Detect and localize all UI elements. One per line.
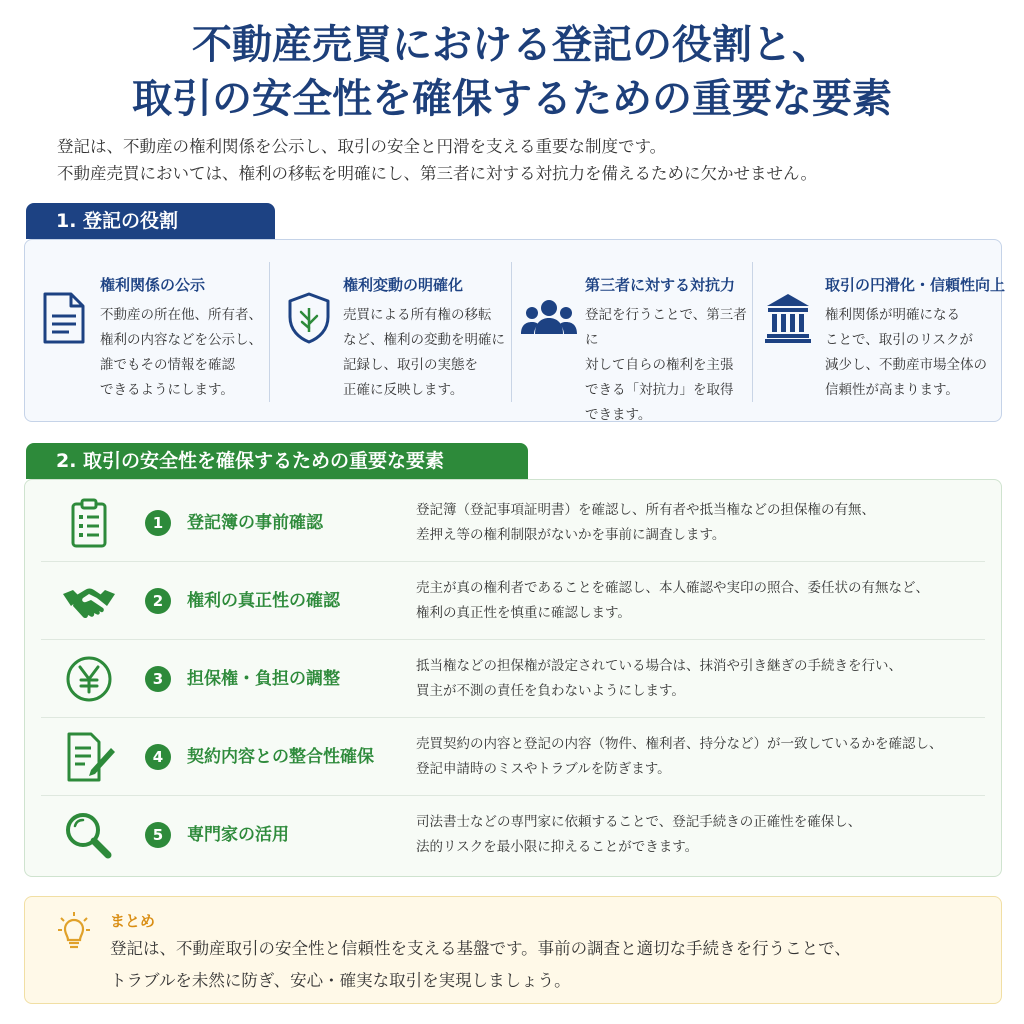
role-card-opposability — [512, 240, 752, 421]
summary-title: まとめ — [110, 912, 156, 930]
section2-panel — [24, 479, 1002, 877]
people-icon — [520, 290, 578, 346]
page-title-line2: 取引の安全性を確保するための重要な要素 — [132, 75, 892, 122]
step-desc: 司法書士などの専門家に依頼することで、登記手続きの正確性を確保し、 法的リスクを最小限に抑えることができます。 — [416, 814, 862, 855]
role-title: 権利関係の公示 — [100, 276, 206, 294]
role-title: 取引の円滑化・信頼性向上 — [825, 276, 1006, 294]
handshake-icon — [61, 576, 117, 626]
list-item — [41, 796, 985, 874]
step-desc: 売買契約の内容と登記の内容（物件、権利者、持分など）が一致しているかを確認し、 登記申請時のミスやトラブルを防ぎます。 — [416, 736, 943, 777]
list-item — [41, 484, 985, 562]
list-item — [41, 718, 985, 796]
step-number: 1 — [145, 510, 171, 536]
list-item — [41, 640, 985, 718]
summary-panel — [24, 896, 1002, 1004]
step-number: 2 — [145, 588, 171, 614]
section2-heading: 2. 取引の安全性を確保するための重要な要素 — [26, 443, 528, 479]
summary-text: 登記は、不動産取引の安全性と信頼性を支える基盤です。事前の調査と適切な手続きを行うことで、 トラブルを未然に防ぎ、安心・確実な取引を実現しましょう。 — [110, 939, 851, 990]
step-desc: 抵当権などの担保権が設定されている場合は、抹消や引き継ぎの手続きを行い、 買主が不測の責任を負わないようにします。 — [416, 658, 902, 699]
role-title: 第三者に対する対抗力 — [585, 276, 736, 294]
intro-line1: 登記は、不動産の権利関係を公示し、取引の安全と円滑を支える重要な制度です。 — [57, 137, 667, 156]
page-title — [0, 18, 1024, 126]
section1-heading: 1. 登記の役割 — [26, 203, 275, 239]
step-title: 権利の真正性の確認 — [187, 591, 340, 611]
bank-icon — [763, 290, 813, 346]
role-desc: 不動産の所在他、所有者、 権利の内容などを公示し、 誰でもその情報を確認 できるようにします。 — [100, 307, 262, 398]
step-title: 担保権・負担の調整 — [187, 669, 340, 689]
role-card-clarification — [270, 240, 511, 421]
lightbulb-icon — [57, 911, 91, 951]
page-title-line1: 不動産売買における登記の役割と、 — [192, 21, 832, 68]
list-item — [41, 562, 985, 640]
step-number: 3 — [145, 666, 171, 692]
yen-icon — [61, 654, 117, 704]
magnifier-icon — [61, 810, 117, 860]
role-card-reliability — [753, 240, 1006, 421]
step-title: 専門家の活用 — [187, 825, 289, 845]
shield-icon — [284, 290, 334, 346]
role-desc: 登記を行うことで、第三者に 対して自らの権利を主張 できる「対抗力」を取得 できます。 — [585, 307, 747, 423]
intro-text — [57, 133, 997, 187]
role-card-disclosure — [25, 240, 269, 421]
intro-line2: 不動産売買においては、権利の移転を明確にし、第三者に対する対抗力を備えるために欠かせません。 — [57, 164, 817, 183]
step-title: 契約内容との整合性確保 — [187, 747, 374, 767]
role-desc: 権利関係が明確になる ことで、取引のリスクが 減少し、不動産市場全体の 信頼性が高まります。 — [825, 307, 987, 398]
step-number: 4 — [145, 744, 171, 770]
role-desc: 売買による所有権の移転 など、権利の変動を明確に 記録し、取引の実態を 正確に反映します。 — [343, 307, 505, 398]
contract-pen-icon — [61, 732, 117, 782]
clipboard-icon — [61, 498, 117, 548]
step-desc: 登記簿（登記事項証明書）を確認し、所有者や抵当権などの担保権の有無、 差押え等の権利制限がないかを事前に調査します。 — [416, 502, 875, 543]
step-title: 登記簿の事前確認 — [187, 513, 323, 533]
document-icon — [39, 290, 89, 346]
role-title: 権利変動の明確化 — [343, 276, 464, 294]
section1-panel — [24, 239, 1006, 423]
step-desc: 売主が真の権利者であることを確認し、本人確認や実印の照合、委任状の有無など、 権利の真正性を慎重に確認します。 — [416, 580, 929, 621]
step-number: 5 — [145, 822, 171, 848]
